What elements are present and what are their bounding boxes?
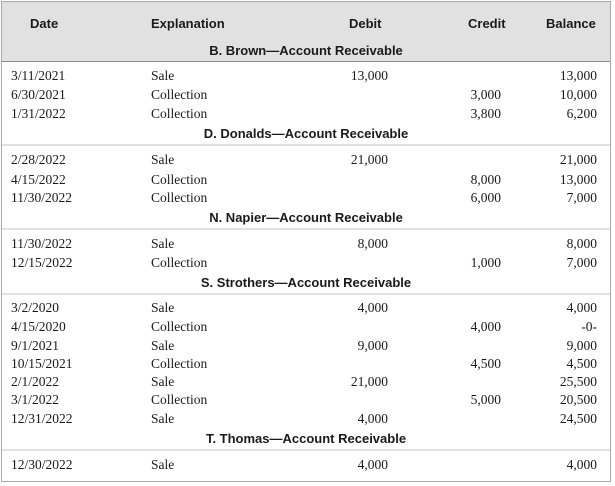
column-header-date: Date [30, 16, 59, 31]
column-header-debit: Debit [349, 16, 382, 31]
cell-balance: -0- [581, 319, 597, 334]
section-band [2, 293, 610, 295]
cell-credit: 8,000 [470, 172, 501, 187]
cell-date: 9/1/2021 [11, 338, 60, 353]
section-band [2, 449, 610, 451]
cell-date: 12/30/2022 [11, 457, 73, 472]
cell-explanation: Sale [151, 374, 175, 389]
cell-balance: 4,500 [566, 356, 597, 371]
cell-explanation: Sale [151, 236, 175, 251]
account-title-strothers: S. Strothers—Account Receivable [200, 275, 412, 290]
column-header-explanation: Explanation [151, 16, 225, 31]
cell-balance: 4,000 [566, 457, 597, 472]
ledger-table [1, 1, 611, 482]
cell-debit: 4,000 [357, 457, 388, 472]
cell-explanation: Sale [151, 457, 175, 472]
cell-debit: 13,000 [350, 68, 388, 83]
cell-balance: 7,000 [566, 190, 597, 205]
cell-debit: 4,000 [357, 411, 388, 426]
divider [2, 61, 610, 62]
cell-balance: 9,000 [566, 338, 597, 353]
cell-balance: 10,000 [559, 87, 597, 102]
cell-date: 10/15/2021 [11, 356, 73, 371]
column-header-balance: Balance [546, 16, 596, 31]
cell-explanation: Sale [151, 152, 175, 167]
account-title-napier: N. Napier—Account Receivable [209, 210, 403, 225]
cell-credit: 4,000 [470, 319, 501, 334]
cell-debit: 4,000 [357, 300, 388, 315]
cell-credit: 5,000 [470, 392, 501, 407]
section-band [2, 144, 610, 146]
cell-balance: 6,200 [566, 106, 597, 121]
account-title-brown: B. Brown—Account Receivable [209, 43, 403, 58]
cell-explanation: Sale [151, 68, 175, 83]
cell-explanation: Sale [151, 411, 175, 426]
cell-credit: 4,500 [470, 356, 501, 371]
cell-debit: 9,000 [357, 338, 388, 353]
cell-balance: 7,000 [566, 255, 597, 270]
cell-explanation: Collection [151, 106, 208, 121]
cell-credit: 3,800 [470, 106, 501, 121]
cell-debit: 21,000 [350, 374, 388, 389]
cell-balance: 21,000 [559, 152, 597, 167]
cell-date: 12/31/2022 [11, 411, 73, 426]
cell-date: 4/15/2022 [11, 172, 66, 187]
cell-explanation: Sale [151, 338, 175, 353]
cell-date: 3/11/2021 [11, 68, 66, 83]
cell-date: 2/1/2022 [11, 374, 60, 389]
cell-explanation: Collection [151, 356, 208, 371]
cell-explanation: Collection [151, 392, 208, 407]
cell-debit: 8,000 [357, 236, 388, 251]
cell-balance: 20,500 [559, 392, 597, 407]
cell-credit: 6,000 [470, 190, 501, 205]
column-header-row [2, 2, 610, 38]
cell-date: 3/2/2020 [11, 300, 60, 315]
cell-explanation: Collection [151, 255, 208, 270]
column-header-credit: Credit [468, 16, 506, 31]
cell-explanation: Collection [151, 319, 208, 334]
cell-explanation: Collection [151, 87, 208, 102]
cell-date: 6/30/2021 [11, 87, 66, 102]
cell-balance: 13,000 [559, 172, 597, 187]
cell-balance: 4,000 [566, 300, 597, 315]
cell-date: 11/30/2022 [11, 236, 73, 251]
account-title-thomas: T. Thomas—Account Receivable [205, 431, 407, 446]
cell-balance: 13,000 [559, 68, 597, 83]
cell-balance: 25,500 [559, 374, 597, 389]
cell-balance: 8,000 [566, 236, 597, 251]
cell-explanation: Sale [151, 300, 175, 315]
cell-explanation: Collection [151, 190, 208, 205]
cell-debit: 21,000 [350, 152, 388, 167]
cell-balance: 24,500 [559, 411, 597, 426]
cell-date: 1/31/2022 [11, 106, 66, 121]
account-title-donalds: D. Donalds—Account Receivable [203, 126, 409, 141]
cell-date: 2/28/2022 [11, 152, 66, 167]
cell-credit: 1,000 [470, 255, 501, 270]
cell-date: 3/1/2022 [11, 392, 60, 407]
cell-credit: 3,000 [470, 87, 501, 102]
cell-date: 11/30/2022 [11, 190, 73, 205]
cell-date: 12/15/2022 [11, 255, 73, 270]
section-band [2, 228, 610, 230]
cell-date: 4/15/2020 [11, 319, 66, 334]
cell-explanation: Collection [151, 172, 208, 187]
